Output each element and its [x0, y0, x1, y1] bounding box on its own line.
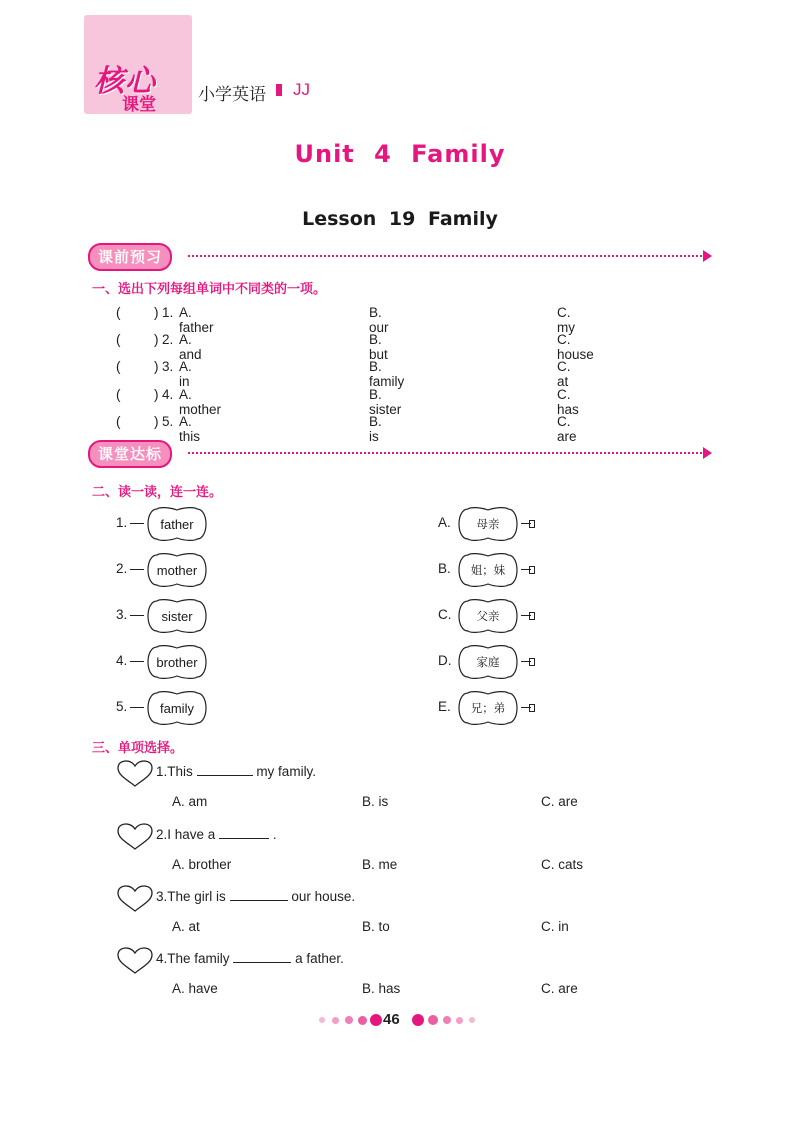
option-a: A. this	[179, 414, 201, 444]
logo-title: 核心	[94, 64, 156, 99]
page-number: 46	[383, 1011, 400, 1028]
match-left-word: brother	[156, 654, 198, 670]
stem-before-blank: The girl is	[167, 889, 226, 904]
connector-knob	[529, 612, 535, 620]
answer-paren-close: )	[154, 414, 159, 429]
match-right-word: 兄；弟	[470, 701, 506, 715]
stem-before-blank: This	[167, 764, 193, 779]
option-a: A. and	[179, 332, 202, 362]
match-right-word: 母亲	[476, 517, 500, 531]
decor-dot	[370, 1014, 382, 1026]
option-b: B. me	[362, 857, 398, 872]
section2-banner-label: 课堂达标	[88, 440, 172, 468]
match-left-word: mother	[156, 562, 198, 578]
answer-paren-close: )	[154, 387, 159, 402]
option-c: C. has	[557, 387, 579, 417]
match-right-word-cloud[interactable]	[455, 598, 521, 634]
option-a: A. have	[172, 981, 218, 996]
answer-paren-close: )	[154, 305, 159, 320]
option-c: C. are	[557, 414, 577, 444]
heart-icon	[116, 884, 154, 914]
option-a: A. at	[172, 919, 200, 934]
connector-knob	[529, 566, 535, 574]
decor-dot	[358, 1016, 367, 1025]
question-number: 2.	[162, 332, 174, 347]
match-right-word-cloud[interactable]	[455, 690, 521, 726]
heart-icon	[116, 759, 154, 789]
match-left-word-cloud[interactable]	[144, 644, 210, 680]
banner-arrow-icon	[703, 447, 712, 459]
heart-icon	[116, 822, 154, 852]
decor-dot	[443, 1016, 451, 1024]
question-stem	[156, 763, 316, 779]
option-b: B. has	[362, 981, 401, 996]
heart-icon	[116, 946, 154, 976]
decor-dot	[332, 1017, 339, 1024]
answer-paren-open[interactable]: (	[116, 387, 121, 402]
option-c: C. are	[541, 794, 578, 809]
decor-dot	[469, 1017, 475, 1023]
stem-after-blank: a father.	[295, 951, 344, 966]
question-number: 5.	[162, 414, 174, 429]
answer-blank[interactable]	[233, 950, 291, 963]
option-a: A. am	[172, 794, 208, 809]
option-b: B. is	[362, 794, 389, 809]
answer-blank[interactable]	[230, 888, 288, 901]
answer-paren-close: )	[154, 359, 159, 374]
question-stem	[156, 888, 355, 904]
match-right-letter: B.	[438, 561, 451, 576]
section1-banner	[88, 243, 710, 269]
match-left-number: 2.	[116, 561, 128, 576]
decor-dot	[412, 1014, 424, 1026]
answer-paren-open[interactable]: (	[116, 332, 121, 347]
unit-title: Unit 4 Family	[294, 140, 506, 168]
option-b: B. to	[362, 919, 390, 934]
match-right-word: 姐；妹	[470, 563, 506, 577]
answer-paren-open[interactable]: (	[116, 305, 121, 320]
match-right-word: 家庭	[476, 655, 500, 669]
option-b: B. is	[369, 414, 382, 444]
match-right-word-cloud[interactable]	[455, 644, 521, 680]
decor-dot	[456, 1017, 463, 1024]
connector-stub[interactable]	[130, 569, 144, 570]
option-b: B. but	[369, 332, 388, 362]
option-a: A. father	[179, 305, 214, 335]
option-c: C. cats	[541, 857, 584, 872]
match-left-word: family	[160, 700, 194, 716]
stem-after-blank: our house.	[291, 889, 356, 904]
question-stem	[156, 950, 344, 966]
option-c: C. house	[557, 332, 594, 362]
section2-heading: 二、读一读，连一连。	[92, 485, 223, 500]
match-left-word: father	[160, 516, 194, 532]
question-number: 1.	[156, 764, 168, 779]
decor-dot	[319, 1017, 325, 1023]
match-right-word: 父亲	[476, 609, 500, 623]
answer-paren-close: )	[154, 332, 159, 347]
option-a: A. in	[179, 359, 192, 389]
match-right-letter: A.	[438, 515, 451, 530]
match-left-number: 4.	[116, 653, 128, 668]
stem-before-blank: The family	[167, 951, 230, 966]
connector-knob	[529, 704, 535, 712]
question-number: 2.	[156, 827, 168, 842]
match-left-number: 3.	[116, 607, 128, 622]
match-left-word-cloud[interactable]	[144, 506, 210, 542]
connector-knob	[529, 520, 535, 528]
connector-stub[interactable]	[130, 615, 144, 616]
banner-arrow-icon	[703, 250, 712, 262]
match-right-letter: C.	[438, 607, 452, 622]
edition-label: JJ	[293, 80, 310, 99]
question-number: 4.	[156, 951, 168, 966]
option-b: B. family	[369, 359, 405, 389]
question-number: 3.	[162, 359, 174, 374]
option-a: A. mother	[179, 387, 222, 417]
stem-after-blank: my family.	[256, 764, 317, 779]
match-right-letter: E.	[438, 699, 451, 714]
stem-before-blank: I have a	[167, 827, 216, 842]
match-left-number: 1.	[116, 515, 128, 530]
decor-dot	[428, 1015, 438, 1025]
connector-stub[interactable]	[130, 523, 144, 524]
section3-heading: 三、单项选择。	[92, 741, 184, 756]
match-left-word-cloud[interactable]	[144, 690, 210, 726]
match-left-word-cloud[interactable]	[144, 552, 210, 588]
connector-stub[interactable]	[130, 661, 144, 662]
match-right-letter: D.	[438, 653, 452, 668]
option-a: A. brother	[172, 857, 232, 872]
answer-blank[interactable]	[219, 826, 269, 839]
banner-dotted-line	[188, 255, 710, 257]
banner-dotted-line	[188, 452, 710, 454]
section1-banner-label: 课前预习	[88, 243, 172, 271]
match-left-word-cloud[interactable]	[144, 598, 210, 634]
question-stem	[156, 826, 277, 842]
question-number: 1.	[162, 305, 174, 320]
match-left-number: 5.	[116, 699, 128, 714]
connector-stub[interactable]	[130, 707, 144, 708]
question-number: 4.	[162, 387, 174, 402]
logo-subtitle: 课堂	[122, 95, 156, 115]
option-b: B. sister	[369, 387, 402, 417]
lesson-title: Lesson 19 Family	[302, 208, 498, 230]
option-c: C. my	[557, 305, 575, 335]
section2-banner	[88, 440, 710, 466]
decor-dot	[345, 1016, 353, 1024]
subject-divider	[276, 84, 282, 96]
subject-label: 小学英语	[198, 85, 266, 105]
option-c: C. are	[541, 981, 578, 996]
stem-after-blank: .	[272, 827, 277, 842]
answer-blank[interactable]	[197, 763, 253, 776]
match-right-word-cloud[interactable]	[455, 506, 521, 542]
question-number: 3.	[156, 889, 168, 904]
option-c: C. in	[541, 919, 569, 934]
match-left-word: sister	[161, 608, 193, 624]
section1-heading: 一、选出下列每组单词中不同类的一项。	[92, 282, 327, 297]
answer-paren-open[interactable]: (	[116, 414, 121, 429]
option-c: C. at	[557, 359, 571, 389]
connector-knob	[529, 658, 535, 666]
answer-paren-open[interactable]: (	[116, 359, 121, 374]
option-b: B. our	[369, 305, 389, 335]
match-right-word-cloud[interactable]	[455, 552, 521, 588]
